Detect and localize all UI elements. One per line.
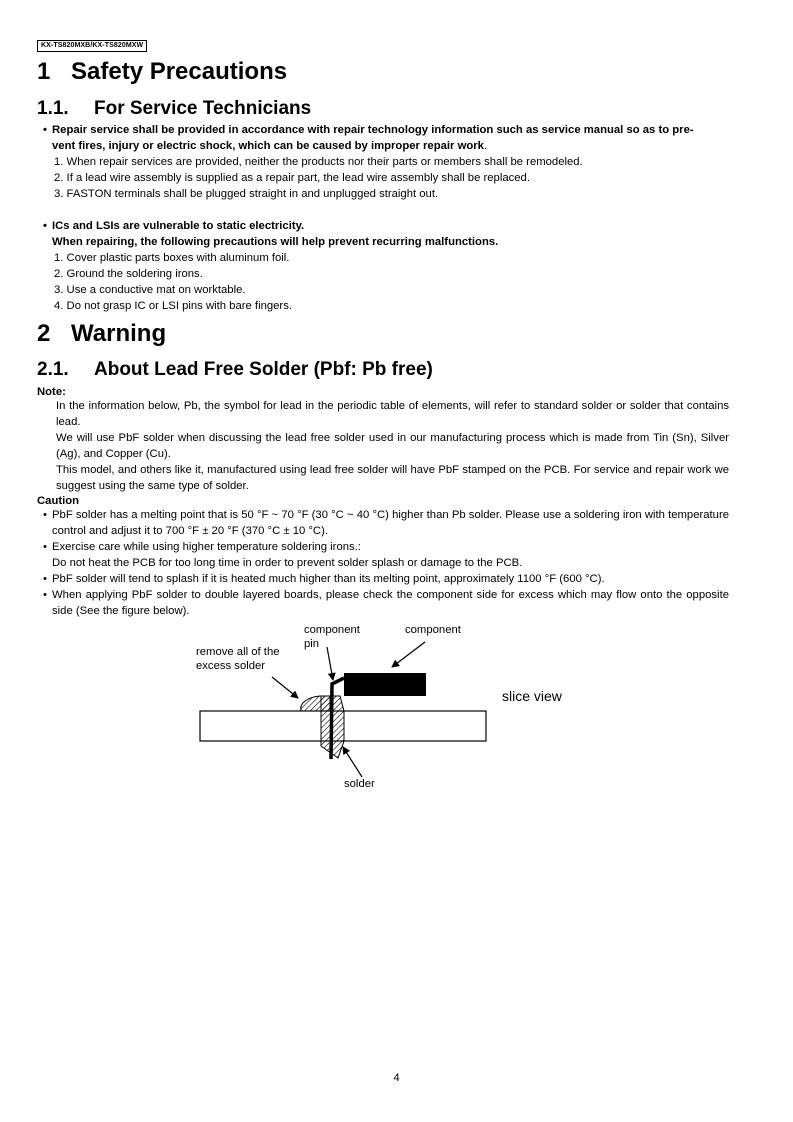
list-item: 1. Cover plastic parts boxes with aluminum foil. [54,252,290,264]
caution-item-melting-point: PbF solder has a melting point that is 50 °F ~ 70 °F (30 °C ~ 40 °C) higher than Pb solder. Please use a soldering iron with temperature control and adjust it to 700 °F ± 20 °F (370 °C ± 10 °C). [52,509,729,537]
model-number-tag: KX-TS820MXB/KX-TS820MXW [37,40,147,52]
label-component-pin-line-1: component [304,624,360,636]
bullet-dot: • [43,124,47,136]
label-remove-excess-line-2: excess solder [196,660,266,672]
list-item: 2. If a lead wire assembly is supplied as a repair part, the lead wire assembly shall be replaced. [54,172,530,184]
section-1-heading [37,58,287,86]
caution-label: Caution [37,495,80,507]
section-2-1-heading [37,359,433,381]
repair-service-line-2-text: vent fires, injury or electric shock, which can be caused by improper repair work [52,140,484,152]
section-2-title: Warning [71,320,167,347]
list-item: 3. FASTON terminals shall be plugged straight in and unplugged straight out. [54,188,439,200]
label-component: component [405,624,461,636]
arrow-solder [343,747,362,777]
list-item: 4. Do not grasp IC or LSI pins with bare fingers. [54,300,292,312]
arrow-component [392,642,425,667]
section-1-1-number: 1.1. [37,98,69,119]
component-body [344,673,426,696]
static-electricity-line-2: When repairing, the following precautions will help prevent recurring malfunctions. [52,236,499,248]
label-solder: solder [344,778,375,790]
label-component-pin-line-2: pin [304,638,320,650]
caution-item-splash: PbF solder will tend to splash if it is heated much higher than its melting point, approximately 1100 °F (600 °C). [52,573,605,585]
repair-service-line-2 [52,138,487,154]
section-1-1-heading [37,98,311,120]
repair-service-line-2-period: . [483,140,488,152]
list-item: 2. Ground the soldering irons. [54,268,203,280]
note-paragraph: We will use PbF solder when discussing the lead free solder used in our manufacturing process which is made from Tin (Sn), Silver (Ag), and Copper (Cu). [56,432,729,460]
bullet-dot: • [43,541,47,553]
note-label: Note: [37,386,66,398]
section-1-1-title: For Service Technicians [94,98,312,119]
section-1-title: Safety Precautions [71,58,288,85]
list-item: 3. Use a conductive mat on worktable. [54,284,246,296]
note-paragraph: This model, and others like it, manufactured using lead free solder will have PbF stamped on the PCB. For service and repair work we suggest using the same type of solder. [56,464,729,492]
arrow-component-pin [327,647,333,680]
note-paragraph: In the information below, Pb, the symbol for lead in the periodic table of elements, will refer to standard solder or solder that contains lead. [56,400,729,428]
label-slice-view: slice view [502,688,562,704]
section-2-1-number: 2.1. [37,359,69,380]
section-2-number: 2 [37,320,51,347]
bullet-dot: • [43,573,47,585]
section-2-1-title: About Lead Free Solder (Pbf: Pb free) [94,359,433,380]
repair-service-line-1: Repair service shall be provided in accordance with repair technology information such as service manual so as to pre- [52,124,694,136]
section-1-number: 1 [37,58,51,85]
static-electricity-line-1: ICs and LSIs are vulnerable to static electricity. [52,220,305,232]
caution-item-heat-pcb: Do not heat the PCB for too long time in order to prevent solder splash or damage to the PCB. [52,557,523,569]
bullet-dot: • [43,589,47,601]
list-item: 1. When repair services are provided, neither the products nor their parts or members shall be remodeled. [54,156,583,168]
page-number: 4 [393,1072,400,1084]
bullet-dot: • [43,509,47,521]
section-2-heading [37,320,166,348]
caution-item-exercise-care: Exercise care while using higher temperature soldering irons.: [52,541,361,553]
label-remove-excess-line-1: remove all of the [196,646,280,658]
arrow-remove-solder [272,677,298,698]
bullet-dot: • [43,220,47,232]
caution-item-double-layered: When applying PbF solder to double layered boards, please check the component side for excess which may flow onto the opposite side (See the figure below). [52,589,729,617]
